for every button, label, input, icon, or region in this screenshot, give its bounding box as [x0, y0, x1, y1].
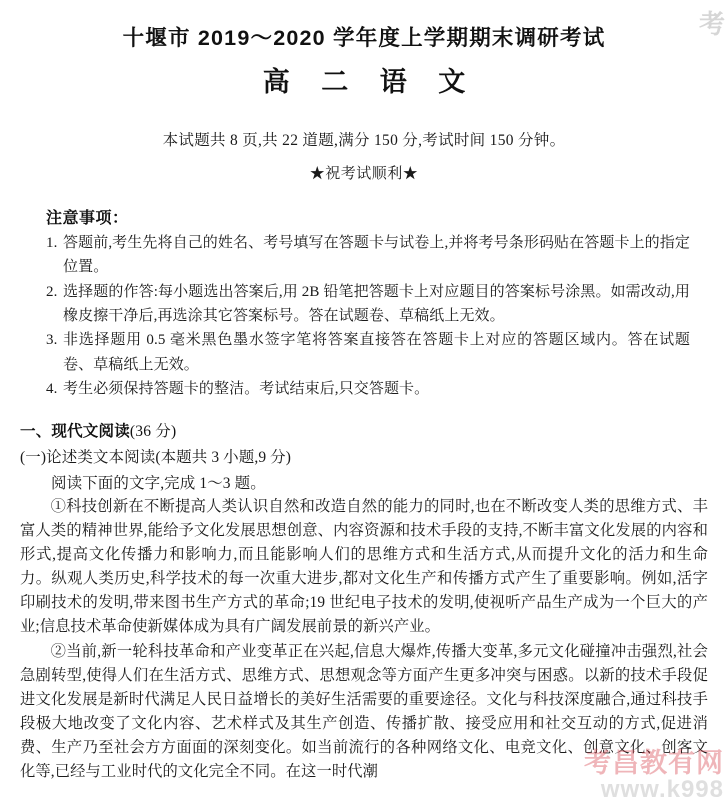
notice-block	[0, 183, 728, 401]
subsection-heading: (一)论述类文本阅读(本题共 3 小题,9 分)	[20, 449, 292, 467]
notice-item-number: 2.	[46, 283, 58, 300]
watermark-bottom-main: 考昌教有网	[584, 748, 724, 778]
reading-instruction: 阅读下面的文字,完成 1～3 题。	[51, 475, 266, 493]
notice-item	[46, 328, 690, 377]
notice-item-number: 4.	[46, 380, 58, 397]
notice-item	[46, 377, 690, 401]
watermark-bottom-sub: www.k998	[600, 776, 724, 803]
section-heading	[20, 419, 708, 441]
notice-item-text: 考生必须保持答题卡的整洁。考试结束后,只交答题卡。	[63, 380, 430, 397]
notice-item-text: 选择题的作答:每小题选出答案后,用 2B 铅笔把答题卡上对应题目的答案标号涂黑。如需改动,用橡皮擦干净后,再选涂其它答案标号。答在试题卷、草稿纸上无效。	[63, 283, 690, 325]
passage-paragraph: ①科技创新在不断提高人类认识自然和改造自然的能力的同时,也在不断改变人类的思维方式、丰富人类的精神世界,能给予文化发展思想创意、内容资源和技术手段的支持,不断丰富文化发展的内容和形式,提高文化传播力和影响力,而且能影响人们的思维方式和生活方式,从而提升文化的活力和生命力。纵观人类历史,科学技术的每一次重大进步,都对文化生产和传播方式产生了重要影响。例如,活字印刷技术的发明,带来图书生产方式的革命;19 世纪电子技术的发明,使视听产品生产成为一个巨大的产业;信息技术革命使新媒体成为具有广阔发展前景的新兴产业。	[20, 498, 708, 635]
notice-item-text: 答题前,考生先将自己的姓名、考号填写在答题卡与试卷上,并将考号条形码贴在答题卡上的指定位置。	[63, 235, 690, 276]
passage-paragraph: ②当前,新一轮科技革命和产业变革正在兴起,信息大爆炸,传播大变革,多元文化碰撞冲击强烈,社会急剧转型,使得人们在生活方式、思维方式、思想观念等方面产生更多冲突与困惑。以新的技术手段促进文化发展是新时代满足人民日益增长的美好生活需要的重要途径。文化与科技深度融合,通过科技手段极大地改变了文化内容、艺术样式及其生产创造、传播扩散、接受应用和社交互动的方式,促进消费、生产乃至社会方方面面的深刻变化。如当前流行的各种网络文化、电竞文化、创意文化、创客文化等,已经与工业时代的文化完全不同。在这一时代潮	[20, 643, 708, 780]
notice-heading: 注意事项：	[46, 210, 129, 228]
notice-item	[46, 280, 690, 329]
section-heading-points: (36 分)	[129, 423, 177, 441]
watermark-top: 考	[698, 9, 726, 39]
subject-title: 高 二 语 文	[262, 66, 478, 97]
notice-list	[46, 231, 690, 401]
reading-section	[0, 401, 728, 783]
notice-item-number: 1.	[46, 235, 58, 252]
exam-meta-line: 本试题共 8 页,共 22 道题,满分 150 分,考试时间 150 分钟。	[162, 132, 566, 150]
notice-item-text: 非选择题用 0.5 毫米黑色墨水签字笔将答案直接答在答题卡上对应的答题区域内。答在试题卷、草稿纸上无效。	[63, 332, 690, 373]
section-heading-label: 一、现代文阅读	[20, 423, 130, 441]
notice-item	[46, 231, 690, 280]
good-luck-line: ★祝考试顺利★	[309, 166, 419, 183]
page-title: 十堰市 2019～2020 学年度上学期期末调研考试	[122, 26, 606, 50]
notice-item-number: 3.	[46, 332, 58, 349]
